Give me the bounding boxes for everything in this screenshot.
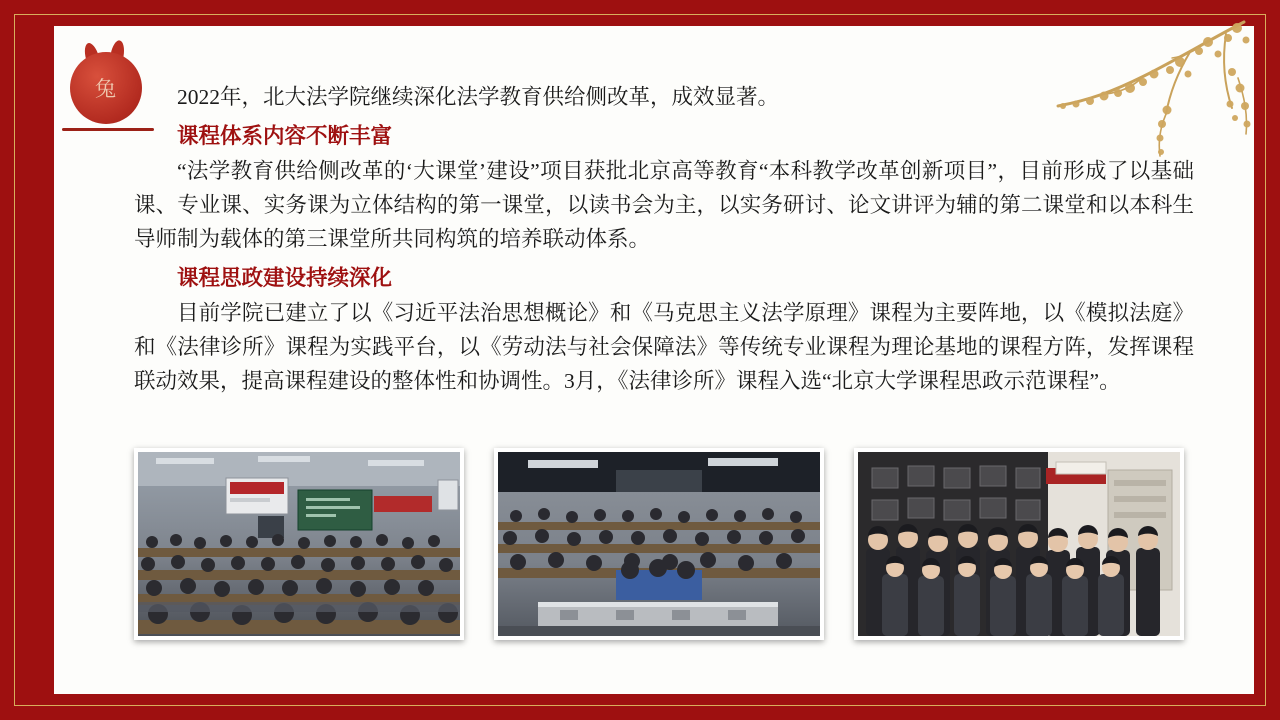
section-heading-2: 课程思政建设持续深化 (177, 266, 393, 290)
photo-row (134, 448, 1184, 640)
photo-moot-court (494, 448, 824, 640)
seal-glyph: 兔 (95, 77, 117, 101)
paragraph-2: 目前学院已建立了以《习近平法治思想概论》和《马克思主义法学原理》课程为主要阵地，以《模拟法庭》和《法律诊所》课程为实践平台，以《劳动法与社会保障法》等传统专业课程为理论基地的课程方阵，发挥课程联动效果，提高课程建设的整体性和协调性。3月，《法律诊所》课程入选“北京大学课程思政示范课程”。 (134, 301, 1194, 393)
photo-lecture-hall (134, 448, 464, 640)
intro-paragraph: 2022年，北大法学院继续深化法学教育供给侧改革，成效显著。 (177, 85, 780, 109)
section-heading-1: 课程体系内容不断丰富 (177, 124, 393, 148)
paragraph-1: “法学教育供给侧改革的‘大课堂’建设”项目获批北京高等教育“本科教学改革创新项目”，目前形成了以基础课、专业课、实务课为立体结构的第一课堂，以读书会为主，以实务研讨、论文讲评为辅的第二课堂和以本科生导师制为载体的第三课堂所共同构筑的培养联动体系。 (134, 159, 1194, 251)
slide-body (134, 80, 1194, 401)
photo-legal-clinic-group (854, 448, 1184, 640)
